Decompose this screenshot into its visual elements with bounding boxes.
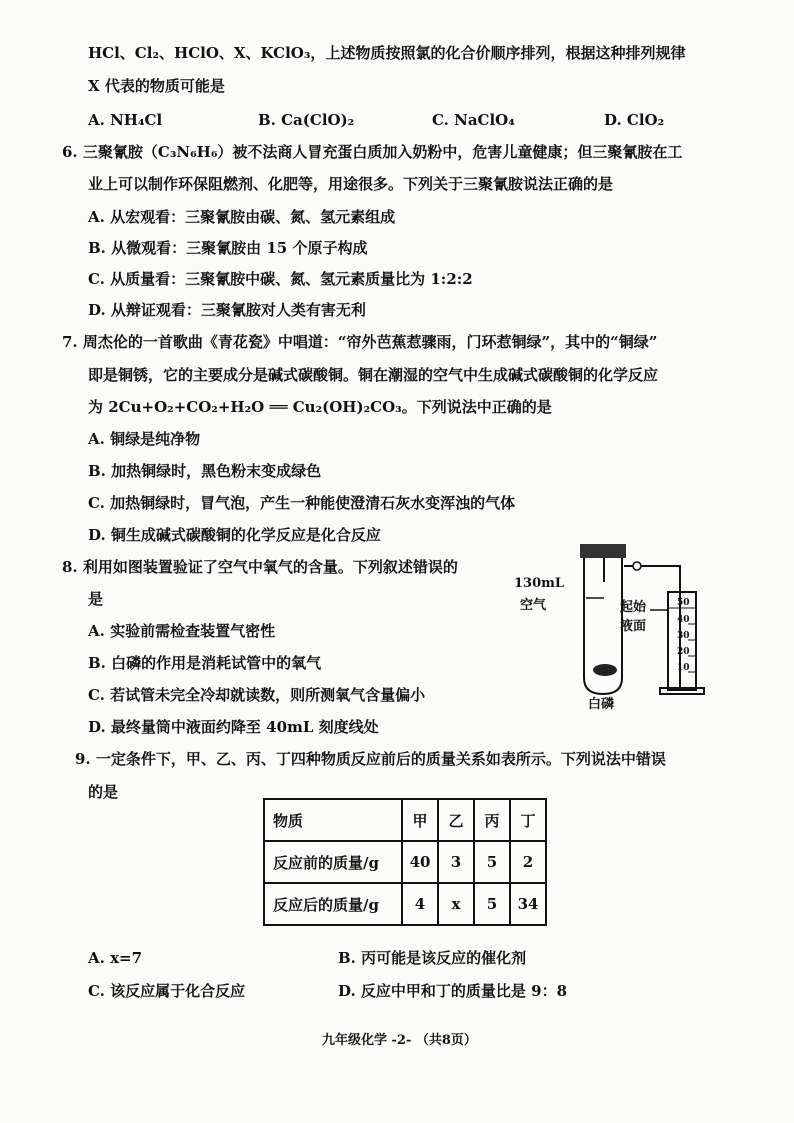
q9-option-a: A. x=7	[88, 949, 143, 967]
q8-option-c: C. 若试管未完全冷却就读数，则所测氧气含量偏小	[88, 686, 426, 704]
q9-option-b: B. 丙可能是该反应的催化剂	[338, 949, 527, 967]
q5-line2: X 代表的物质可能是	[88, 77, 225, 95]
table-cell: 3	[438, 841, 474, 883]
q8-line1: 8. 利用如图装置验证了空气中氧气的含量。下列叙述错误的	[62, 558, 458, 576]
q7-line1: 7. 周杰伦的一首歌曲《青花瓷》中唱道：“帘外芭蕉惹骤雨，门环惹铜绿”，其中的“铜绿”	[62, 333, 658, 351]
label-white-phosphorus: 白磷	[588, 697, 615, 712]
table-header-cell: 乙	[438, 799, 474, 841]
q5-option-a: A. NH₄Cl	[88, 111, 163, 129]
spring-clamp	[633, 562, 641, 570]
q7-option-c: C. 加热铜绿时，冒气泡，产生一种能使澄清石灰水变浑浊的气体	[88, 494, 516, 512]
mass-table	[263, 798, 547, 926]
page-footer: 九年级化学 -2- （共8页）	[322, 1033, 477, 1048]
table-cell: 5	[474, 883, 510, 925]
label-start-1: 起始	[620, 600, 647, 615]
label-air: 空气	[520, 598, 547, 613]
table-header-cell: 物质	[264, 799, 402, 841]
q6-option-d: D. 从辩证观看：三聚氰胺对人类有害无利	[88, 301, 366, 319]
q6-option-b: B. 从微观看：三聚氰胺由 15 个原子构成	[88, 239, 368, 257]
experiment-apparatus-figure	[514, 538, 720, 718]
scale-50: 50	[677, 598, 690, 608]
q8-option-b: B. 白磷的作用是消耗试管中的氧气	[88, 654, 322, 672]
q6-option-a: A. 从宏观看：三聚氰胺由碳、氮、氢元素组成	[88, 208, 396, 226]
q5-option-b: B. Ca(ClO)₂	[258, 111, 355, 129]
q6-option-c: C. 从质量看：三聚氰胺中碳、氮、氢元素质量比为 1:2:2	[88, 270, 473, 288]
q6-line2: 业上可以制作环保阻燃剂、化肥等，用途很多。下列关于三聚氰胺说法正确的是	[88, 175, 614, 193]
q6-line1: 6. 三聚氰胺（C₃N₆H₆）被不法商人冒充蛋白质加入奶粉中，危害儿童健康；但三聚氰胺在工	[62, 143, 683, 161]
q7-option-b: B. 加热铜绿时，黑色粉末变成绿色	[88, 462, 322, 480]
table-cell: 5	[474, 841, 510, 883]
rubber-stopper	[580, 544, 626, 558]
table-cell: 34	[510, 883, 546, 925]
label-start-2: 液面	[620, 619, 647, 634]
q5-option-d: D. ClO₂	[604, 111, 665, 129]
q5-option-c: C. NaClO₄	[432, 111, 515, 129]
q9-option-d: D. 反应中甲和丁的质量比是 9：8	[338, 982, 568, 1000]
q9-line1: 9. 一定条件下，甲、乙、丙、丁四种物质反应前后的质量关系如表所示。下列说法中错误	[75, 750, 666, 768]
table-cell: 反应后的质量/g	[264, 883, 402, 925]
q5-line1: HCl、Cl₂、HClO、X、KClO₃，上述物质按照氯的化合价顺序排列，根据这种排列规律	[88, 44, 686, 62]
q8-line2: 是	[88, 590, 104, 608]
table-cell: 2	[510, 841, 546, 883]
table-header-cell: 丙	[474, 799, 510, 841]
q9-line2: 的是	[88, 783, 119, 801]
q9-option-c: C. 该反应属于化合反应	[88, 982, 246, 1000]
label-volume: 130mL	[514, 576, 565, 591]
table-cell: 反应前的质量/g	[264, 841, 402, 883]
scale-40: 40	[677, 615, 690, 625]
q8-option-d: D. 最终量筒中液面约降至 40mL 刻度线处	[88, 718, 379, 736]
q7-option-a: A. 铜绿是纯净物	[88, 430, 201, 448]
table-header-cell: 甲	[402, 799, 438, 841]
scale-30: 30	[677, 631, 690, 641]
table-cell: 40	[402, 841, 438, 883]
white-phosphorus	[593, 664, 617, 676]
table-cell: 4	[402, 883, 438, 925]
table-cell: x	[438, 883, 474, 925]
scale-20: 20	[677, 647, 690, 657]
q7-option-d: D. 铜生成碱式碳酸铜的化学反应是化合反应	[88, 526, 381, 544]
table-header-row	[264, 799, 546, 841]
q7-line3: 为 2Cu+O₂+CO₂+H₂O ══ Cu₂(OH)₂CO₃。下列说法中正确的是	[88, 398, 552, 416]
table-header-cell: 丁	[510, 799, 546, 841]
table-row	[264, 883, 546, 925]
q7-line2: 即是铜锈，它的主要成分是碱式碳酸铜。铜在潮湿的空气中生成碱式碳酸铜的化学反应	[88, 366, 659, 384]
q8-option-a: A. 实验前需检查装置气密性	[88, 622, 276, 640]
scale-10: 10	[677, 663, 690, 673]
table-row	[264, 841, 546, 883]
